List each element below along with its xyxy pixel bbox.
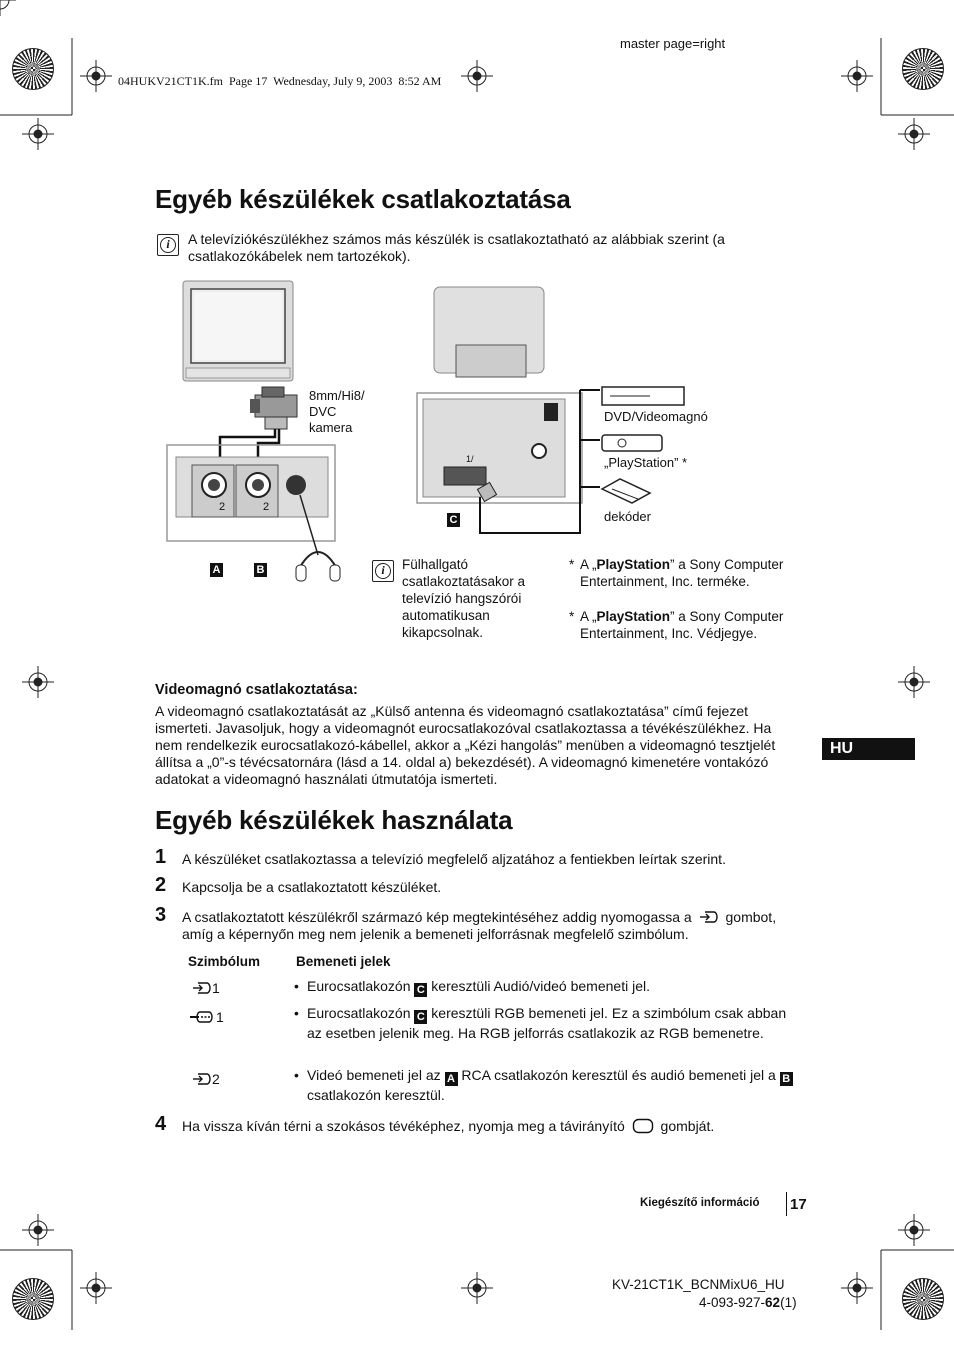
file-info: 04HUKV21CT1K.fm Page 17 Wednesday, July 9, 2003 8:52 AM	[118, 74, 442, 88]
vcr-text: A videomagnó csatlakoztatását az „Külső antenna és videomagnó csatlakoztatása” című fejezet ismerteti. Javasoljuk, hogy a videomagnót eurocsatlakozóval csatlakoztassa a tévékészülékhez. Ha nem rendelkezik eurocsatlakozó-kábellel, akkor a „Kézi hangolás” menüben a videomagnó tesztjelét állítsa a „0”-s tévécsatornára (lásd a 14. oldal a) bekezdését). A videomagnó kimenetére vontakózó adatokat a videomagnó használati útmutatója ismerteti.	[155, 703, 776, 787]
symbol-cell: 2	[192, 1071, 220, 1088]
input-symbol-icon	[192, 1072, 212, 1086]
connector-b-badge	[254, 558, 267, 577]
camera-label: 8mm/Hi8/ DVC kamera	[309, 388, 365, 435]
language-tab: HU	[822, 738, 915, 760]
rgb-input-symbol-icon	[190, 1010, 216, 1024]
page-number: 17	[790, 1196, 807, 1213]
signal-cell: • Eurocsatlakozón C keresztüli Audió/videó bemeneti jel.	[294, 978, 650, 996]
symbol-cell: 1	[190, 1009, 224, 1026]
info-icon: i	[157, 234, 179, 256]
part-code: 4-093-927-62(1)	[699, 1295, 797, 1310]
playstation-label: „PlayStation” *	[604, 455, 688, 470]
vcr-heading: Videomagnó csatlakoztatása:	[155, 682, 358, 698]
signal-cell: • Eurocsatlakozón C keresztüli RGB bemeneti jel. Ez a szimbólum csak abban az esetben jelenik meg. Ha RGB jelforrás csatlakozik az RGB bemenetre.	[294, 1005, 787, 1041]
section-title-use: Egyéb készülékek használata	[155, 805, 513, 835]
connector-b-label: B	[254, 563, 267, 577]
symbol-cell: 1	[192, 980, 220, 997]
step-number: 2	[155, 874, 167, 896]
connector-a-label: A	[210, 563, 223, 577]
section-title-connect: Egyéb készülékek csatlakoztatása	[155, 184, 571, 214]
decoder-icon	[602, 479, 650, 503]
footnote-2: * A „PlayStation” a Sony Computer Entertainment, Inc. Védjegye.	[569, 609, 784, 641]
tv-back-icon	[434, 287, 544, 377]
headphone-note: Fülhallgató csatlakoztatásakor a televízió hangszórói automatikusan kikapcsolnak.	[402, 557, 526, 640]
decoder-label: dekóder	[604, 509, 651, 524]
footer-divider	[786, 1192, 787, 1216]
scart-label: 1/	[466, 454, 474, 464]
step-number: 3	[155, 904, 167, 926]
connector-a-badge	[210, 558, 223, 577]
dvd-label: DVD/Videomagnó	[604, 409, 708, 424]
dvd-player-icon	[602, 387, 684, 405]
connector-a-label: A	[445, 1072, 458, 1086]
step-number: 4	[155, 1113, 167, 1135]
camcorder-icon	[250, 387, 297, 429]
intro-note: A televíziókészülékhez számos más készülék is csatlakoztatható az alábbiak szerint (a csatlakozókábelek nem tartozékok).	[188, 231, 725, 264]
jack-label-1: 2	[219, 501, 226, 513]
input-select-icon	[699, 910, 719, 924]
step-text: A csatlakoztatott készülékről származó kép megtekintéséhez addig nyomogassa a gombot, amíg a képernyőn meg nem jelenik a bemeneti jelforrásnak megfelelő szimbólum.	[182, 909, 777, 942]
step-text: Kapcsolja be a csatlakoztatott készüléket.	[182, 879, 442, 895]
step-text: Ha vissza kíván térni a szokásos tévéképhez, nyomja meg a távirányító gombját.	[182, 1118, 715, 1134]
step-text: A készüléket csatlakoztassa a televízió megfelelő aljzatához a fentiekben leírtak szerint.	[182, 851, 726, 867]
footnote-1: * A „PlayStation” a Sony Computer Entertainment, Inc. terméke.	[569, 557, 784, 589]
master-page-label: master page=right	[620, 36, 726, 51]
signal-header: Bemeneti jelek	[296, 954, 391, 969]
model-number: KV-21CT1K_BCNMixU6_HU	[612, 1277, 785, 1292]
connector-b-label: B	[780, 1072, 793, 1086]
connector-c-label: C	[447, 513, 460, 527]
playstation-icon	[602, 435, 662, 451]
info-icon: i	[372, 560, 394, 582]
headphones-icon	[296, 552, 340, 581]
input-symbol-icon	[192, 981, 212, 995]
tv-button-icon	[632, 1118, 654, 1134]
signal-cell: • Videó bemeneti jel az A RCA csatlakozón keresztül és audió bemeneti jel a B csatlakozón keresztül.	[294, 1066, 799, 1105]
connector-c-label: C	[414, 1010, 427, 1024]
tv-front-icon	[183, 281, 293, 381]
step-number: 1	[155, 846, 167, 868]
symbol-header: Szimbólum	[188, 954, 261, 969]
connector-c-label: C	[414, 983, 427, 997]
connector-c-badge	[447, 508, 460, 527]
footer-section-name: Kiegészítő információ	[640, 1197, 760, 1209]
jack-label-2: 2	[263, 501, 270, 513]
